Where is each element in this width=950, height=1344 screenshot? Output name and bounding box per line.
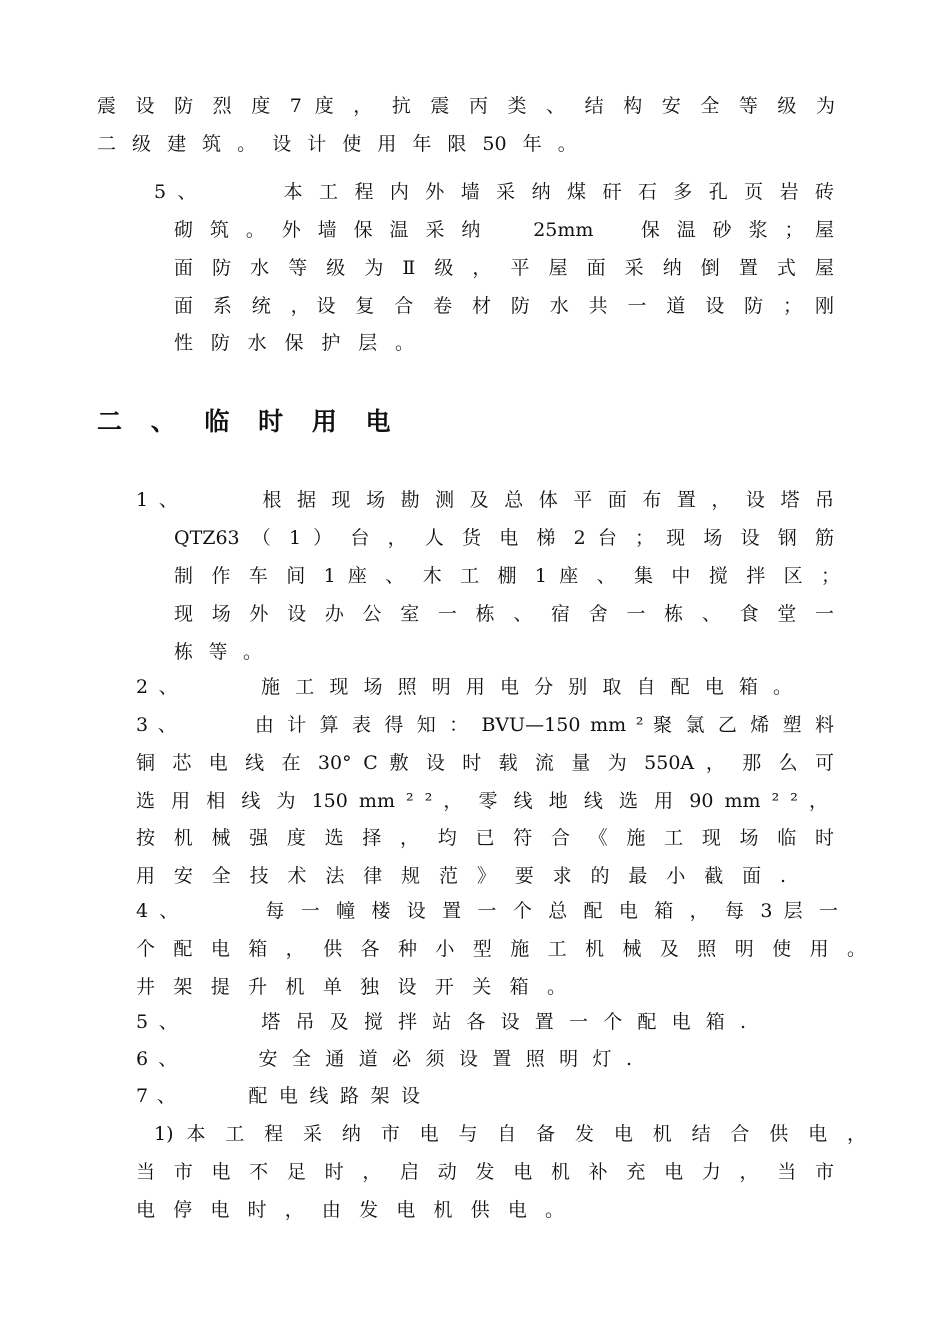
text-line: 7 、 配 电 线 路 架 设 (136, 1085, 420, 1107)
text-line: 二 级 建 筑 。 设 计 使 用 年 限 50 年 。 (97, 133, 577, 155)
text-line: 面 防 水 等 级 为 Ⅱ 级 ， 平 屋 面 采 纳 倒 置 式 屋 (174, 257, 834, 279)
section-title: 二 、 临 时 用 电 (97, 407, 401, 436)
text-line: 6 、 安 全 通 道 必 须 设 置 照 明 灯 . (136, 1048, 632, 1070)
text-line: 当 市 电 不 足 时 ， 启 动 发 电 机 补 充 电 力 ， 当 市 (136, 1161, 834, 1183)
text-line: 4 、 每 一 幢 楼 设 置 一 个 总 配 电 箱 ， 每 3 层 一 (136, 900, 838, 922)
text-line: 电 停 电 时 ， 由 发 电 机 供 电 。 (136, 1199, 564, 1221)
text-line: 2 、 施 工 现 场 照 明 用 电 分 别 取 自 配 电 箱 。 (136, 676, 792, 698)
text-line: 用 安 全 技 术 法 律 规 范 》 要 求 的 最 小 截 面 . (136, 865, 786, 887)
text-line: 个 配 电 箱 ， 供 各 种 小 型 施 工 机 械 及 照 明 使 用 。 (136, 938, 866, 960)
text-line: 制 作 车 间 1 座 、 木 工 棚 1 座 、 集 中 搅 拌 区 ； (174, 565, 840, 587)
text-line: QTZ63 （ 1 ） 台 ， 人 货 电 梯 2 台 ； 现 场 设 钢 筋 (174, 527, 834, 549)
text-line: 现 场 外 设 办 公 室 一 栋 、 宿 舍 一 栋 、 食 堂 一 (174, 603, 834, 625)
text-line: 1) 本 工 程 采 纳 市 电 与 自 备 发 电 机 结 合 供 电 ， (154, 1123, 866, 1145)
text-line: 5 、 本 工 程 内 外 墙 采 纳 煤 矸 石 多 孔 页 岩 砖 (154, 181, 834, 203)
text-line: 性 防 水 保 护 层 。 (174, 332, 414, 354)
text-line: 面 系 统 ，设 复 合 卷 材 防 水 共 一 道 设 防 ； 刚 (174, 295, 834, 317)
text-line: 震 设 防 烈 度 7 度 ， 抗 震 丙 类 、 结 构 安 全 等 级 为 (97, 95, 835, 117)
text-line: 按 机 械 强 度 选 择 ， 均 已 符 合 《 施 工 现 场 临 时 (136, 827, 834, 849)
text-line: 5 、 塔 吊 及 搅 拌 站 各 设 置 一 个 配 电 箱 . (136, 1011, 746, 1033)
text-line: 砌 筑 。 外 墙 保 温 采 纳 25mm 保 温 砂 浆 ； 屋 (174, 219, 834, 241)
text-line: 1 、 根 据 现 场 勘 测 及 总 体 平 面 布 置 ， 设 塔 吊 (136, 489, 834, 511)
text-line: 铜 芯 电 线 在 30° C 敷 设 时 载 流 量 为 550A ， 那 么 可 (136, 752, 834, 774)
text-line: 井 架 提 升 机 单 独 设 开 关 箱 。 (136, 976, 566, 998)
text-line: 选 用 相 线 为 150 mm ² ² ， 零 线 地 线 选 用 90 mm ² ² ， (136, 790, 828, 812)
text-line: 3 、 由 计 算 表 得 知 ： BVU—150 mm ² 聚 氯 乙 烯 塑 料 (136, 714, 834, 736)
text-line: 栋 等 。 (174, 641, 262, 663)
